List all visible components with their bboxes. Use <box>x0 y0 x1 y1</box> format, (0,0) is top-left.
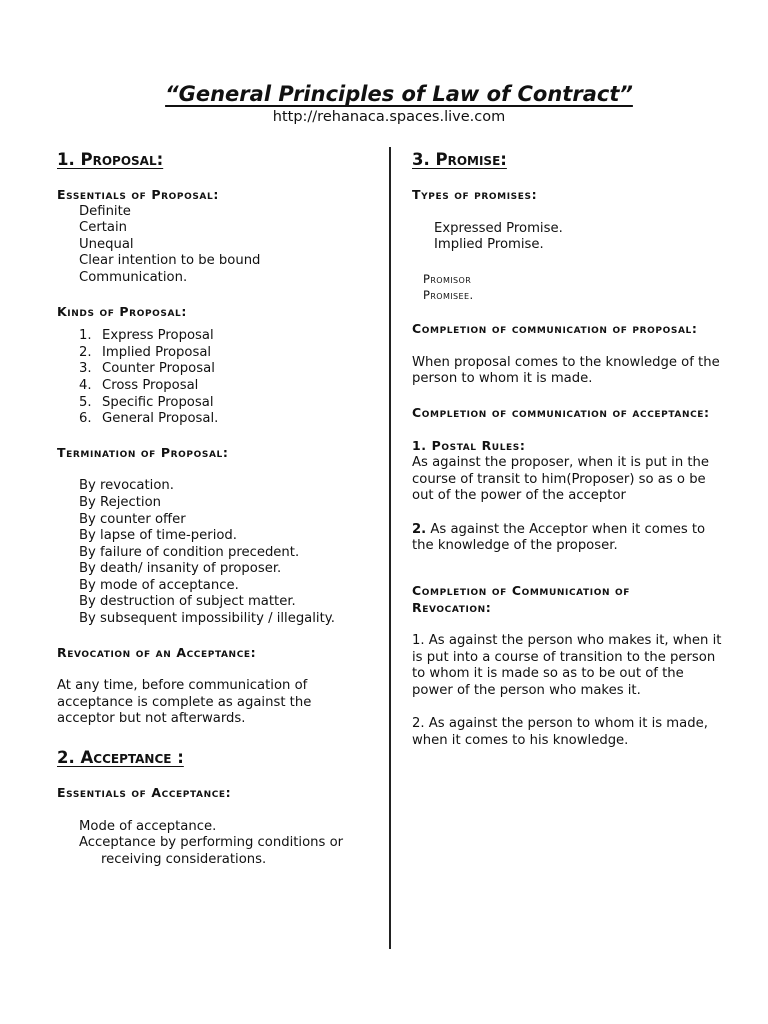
postal-rules-text: As against the proposer, when it is put in the course of transit to him(Proposer) so as o be out of the power of the acceptor <box>412 454 710 504</box>
promisor-label: Promisor <box>423 271 472 286</box>
termination-list <box>57 478 375 627</box>
list-item: Clear intention to be bound <box>79 253 261 269</box>
list-text: Specific Proposal <box>102 394 214 410</box>
list-item <box>79 395 375 412</box>
list-item: By mode of acceptance. <box>79 577 239 593</box>
list-item <box>79 361 375 378</box>
list-number: 3. <box>79 361 92 377</box>
communication-of-acceptance-heading: Completion of communication of acceptance: <box>412 404 710 420</box>
list-item: Implied Promise. <box>434 237 544 253</box>
list-number: 2. <box>79 344 92 360</box>
essentials-of-acceptance-heading: Essentials of Acceptance: <box>57 785 232 801</box>
point-text: As against the Acceptor when it comes to the knowledge of the proposer. <box>412 521 706 554</box>
communication-of-revocation-heading: Completion of Communication of Revocation: <box>412 582 631 615</box>
list-text: General Proposal. <box>102 411 219 427</box>
list-text: Implied Proposal <box>102 344 212 360</box>
list-item: Definite <box>79 203 131 219</box>
column-divider <box>389 147 391 949</box>
acceptance-heading: 2. Acceptance : <box>57 748 184 768</box>
list-text: Express Proposal <box>102 328 214 344</box>
list-item: Mode of acceptance. <box>79 818 217 834</box>
termination-of-proposal-heading: Termination of Proposal: <box>57 444 229 460</box>
list-number: 1. <box>79 328 92 344</box>
list-item: Acceptance by performing conditions or <box>79 835 344 851</box>
list-item: By subsequent impossibility / illegality. <box>79 611 335 627</box>
revocation-point-1: 1. As against the person who makes it, when it is put into a course of transition to the person to whom it is made so as to be out of the power of the person who makes it. <box>412 633 722 698</box>
list-number: 5. <box>79 394 92 410</box>
revocation-of-acceptance-heading: Revocation of an Acceptance: <box>57 644 257 660</box>
revocation-text: At any time, before communication of acceptance is complete as against the acceptor but not afterwards. <box>57 678 312 727</box>
list-item: By lapse of time-period. <box>79 528 237 544</box>
source-url: http://rehanaca.spaces.live.com <box>272 109 506 125</box>
left-column <box>57 150 375 868</box>
list-item: By revocation. <box>79 478 174 494</box>
essentials-of-proposal-heading: Essentials of Proposal: <box>57 187 219 202</box>
list-item: Expressed Promise. <box>434 220 563 236</box>
list-item: By failure of condition precedent. <box>79 544 300 560</box>
list-number: 4. <box>79 377 92 393</box>
promise-types-list <box>412 221 727 254</box>
list-text: Counter Proposal <box>102 361 215 377</box>
list-text: Cross Proposal <box>102 377 199 393</box>
point-number: 2. <box>412 521 427 537</box>
list-item <box>79 411 375 428</box>
essentials-of-acceptance-list <box>57 819 375 869</box>
list-item: Unequal <box>79 236 134 252</box>
list-item <box>79 328 375 345</box>
essentials-of-proposal-list <box>57 204 375 287</box>
list-number: 6. <box>79 411 92 427</box>
communication-of-proposal-heading: Completion of communication of proposal: <box>412 320 698 336</box>
list-item: Communication. <box>79 269 188 285</box>
list-item <box>79 378 375 395</box>
list-item: By destruction of subject matter. <box>79 594 296 610</box>
list-item: By counter offer <box>79 511 186 527</box>
promisee-label: Promisee. <box>423 288 474 303</box>
list-item: By death/ insanity of proposer. <box>79 561 282 577</box>
revocation-point-2: 2. As against the person to whom it is made, when it comes to his knowledge. <box>412 716 708 749</box>
postal-rules-heading: 1. Postal Rules: <box>412 438 526 454</box>
proposal-heading: 1. Proposal: <box>57 150 164 169</box>
kinds-of-proposal-heading: Kinds of Proposal: <box>57 303 187 319</box>
promise-parties <box>412 271 727 304</box>
promise-heading: 3. Promise: <box>412 150 507 169</box>
list-item <box>79 345 375 362</box>
list-item: Certain <box>79 220 128 236</box>
acceptance-point-2 <box>412 522 727 555</box>
communication-of-proposal-text: When proposal comes to the knowledge of the person to whom it is made. <box>412 354 720 387</box>
right-column <box>412 150 727 750</box>
document-title: “General Principles of Law of Contract” <box>165 82 633 106</box>
kinds-of-proposal-list <box>57 328 375 428</box>
types-of-promises-heading: Types of promises: <box>412 187 538 202</box>
list-item-continuation: receiving considerations. <box>101 851 267 867</box>
list-item: By Rejection <box>79 494 162 510</box>
